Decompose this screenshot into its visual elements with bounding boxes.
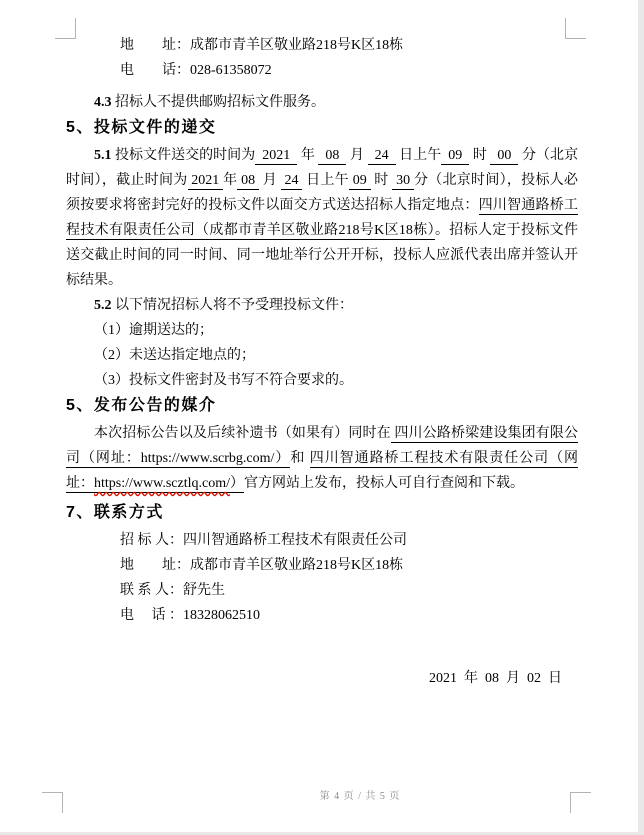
document-body	[66, 33, 578, 691]
contact-row-phone	[120, 603, 578, 628]
section-heading-media: 5、发布公告的媒介	[66, 397, 217, 414]
clause-5-1-number: 5.1	[94, 148, 112, 163]
contact-phone-label: 电 话 ：	[120, 608, 183, 623]
contact-address-label: 地 址：	[120, 558, 190, 573]
phone-label: 电 话：	[120, 63, 190, 78]
page-footer: 第 4 页 / 共 5 页	[319, 791, 401, 802]
clause-5-2-text: 以下情况招标人将不予受理投标文件：	[111, 298, 353, 313]
address-label: 地 址：	[120, 38, 190, 53]
text-boundary-mark-bottom-right	[570, 792, 591, 813]
address-line	[120, 33, 578, 58]
contact-person-label: 联 系 人：	[120, 583, 183, 598]
contact-phone-value: 18328062510	[183, 608, 260, 623]
bidder-value: 四川智通路桥工程技术有限责任公司	[183, 533, 407, 548]
contact-person-value: 舒先生	[183, 583, 225, 598]
clause-5-2-number: 5.2	[94, 298, 112, 313]
address-value: 成都市青羊区敬业路218号K区18栋	[190, 38, 404, 53]
contact-block	[66, 528, 578, 628]
clause-4-3-number: 4.3	[94, 95, 112, 110]
section-heading-submission: 5、投标文件的递交	[66, 119, 217, 136]
text-boundary-mark-bottom-left	[42, 792, 63, 813]
phone-value: 028-61358072	[190, 63, 272, 78]
phone-line	[120, 58, 578, 83]
bidder-label: 招 标 人：	[120, 533, 183, 548]
contact-address-value: 成都市青羊区敬业路218号K区18栋	[190, 558, 404, 573]
clause-4-3	[66, 90, 578, 115]
clause-5-1-richtext: 投标文件送交的时间为 2021 年 08 月 24 日上午 09 时 00 分（北京时间），截止时间为 2021 年 08 月 24 日上午 09 时 30 分（北京时间），投标人必须按要求将密封完好的投标文件以面交方式送达招标人指定地点：四川智通路桥工程技术有限责任公司（成都市青羊区敬业路218号K区18栋）。招标人定于投标文件送交截止时间的同一时间、同一地址举行公开开标，投标人应派代表出席并签认开标结果。	[66, 148, 579, 288]
list-item-bad-seal: （3）投标文件密封及书写不符合要求的。	[94, 373, 353, 388]
paragraph-5-2	[66, 293, 578, 318]
rejection-conditions-list	[66, 318, 578, 393]
contact-row-person	[120, 578, 578, 603]
date-line: 2021 年 08 月 02 日	[429, 671, 562, 686]
paragraph-media	[66, 421, 578, 496]
paragraph-5-1	[66, 143, 578, 293]
page-edge-right	[638, 0, 644, 835]
contact-row-address	[120, 553, 578, 578]
list-item-wrong-place: （2）未送达指定地点的；	[94, 348, 255, 363]
section-heading-contact: 7、联系方式	[66, 504, 164, 521]
paragraph-media-richtext: 本次招标公告以及后续补遗书（如果有）同时在 四川公路桥梁建设集团有限公司（网址：https://www.scrbg.com/）和 四川智通路桥工程技术有限责任公司（网址：https://www.scztlq.com/）官方网站上发布，投标人可自行查阅和下载。	[66, 426, 579, 491]
list-item-overdue: （1）逾期送达的；	[94, 323, 213, 338]
clause-4-3-text: 招标人不提供邮购招标文件服务。	[111, 95, 325, 110]
contact-row-bidder	[120, 528, 578, 553]
